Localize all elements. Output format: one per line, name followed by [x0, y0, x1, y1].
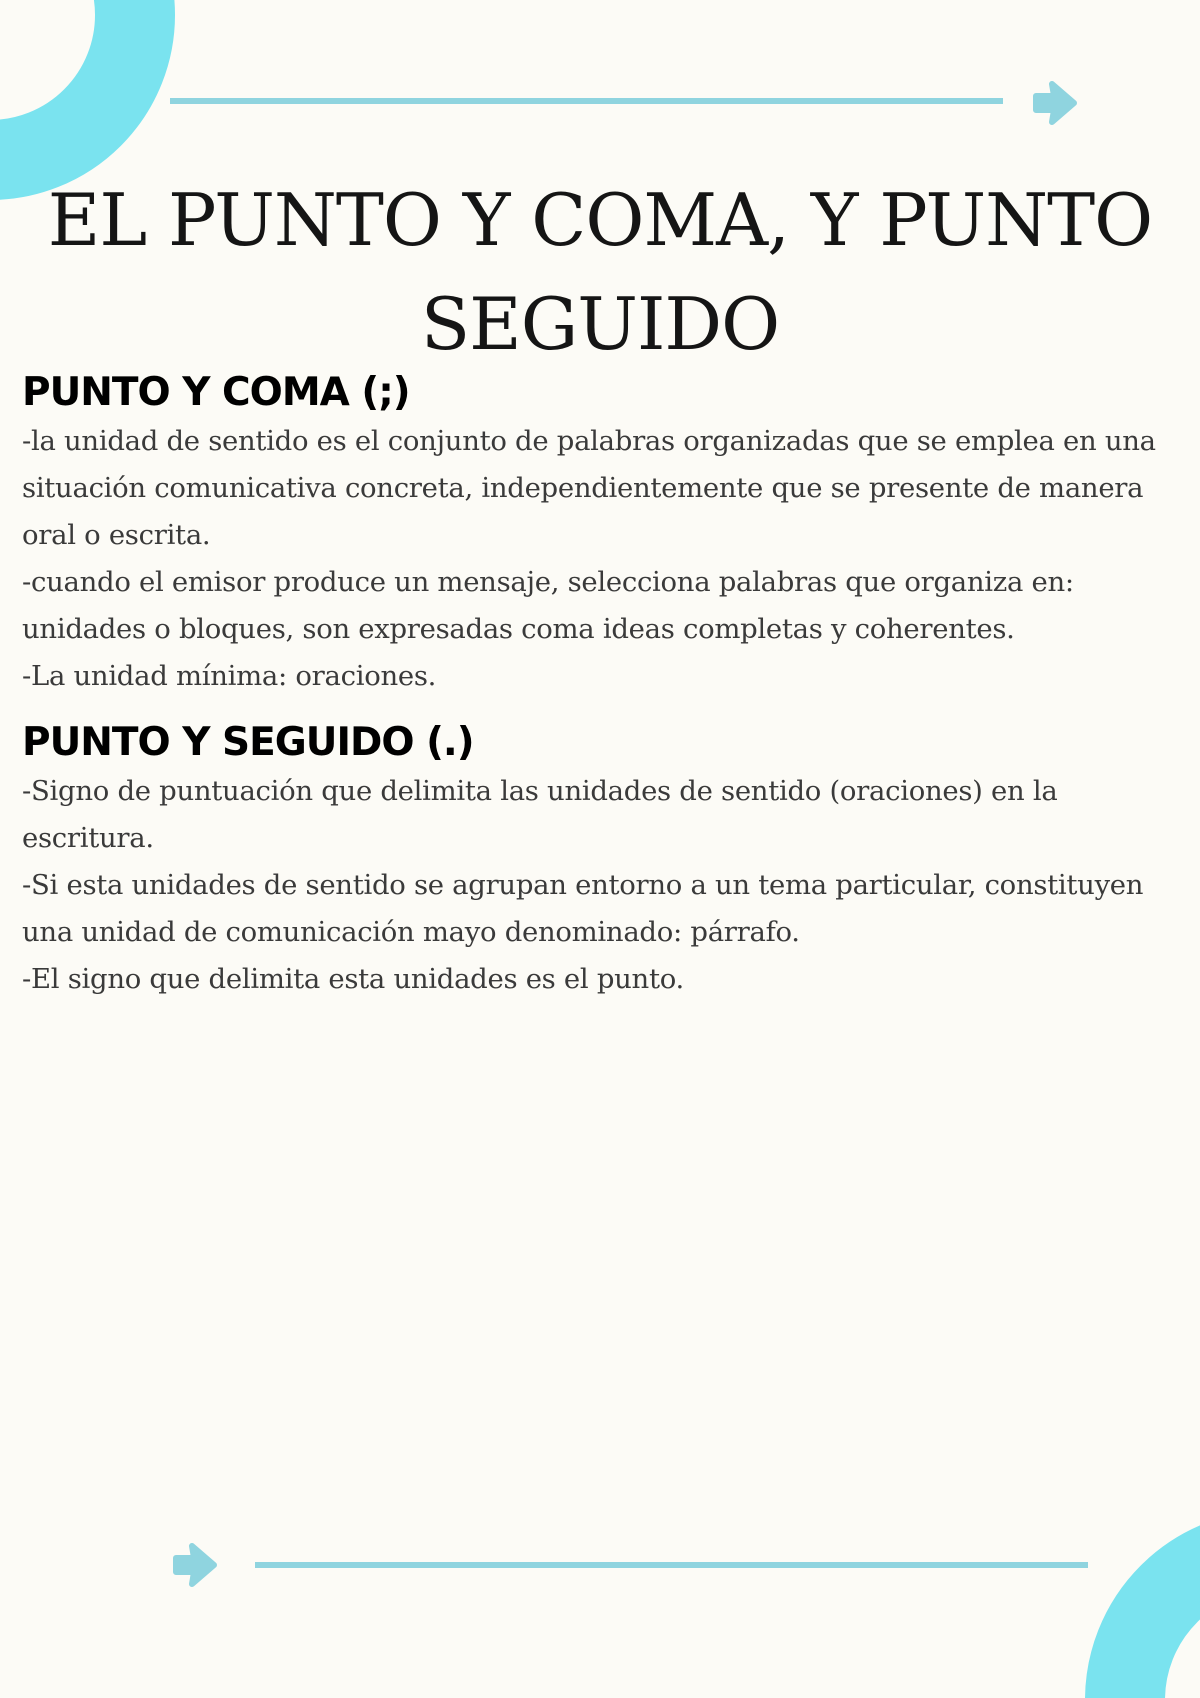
- paragraph: -cuando el emisor produce un mensaje, selecciona palabras que organiza en: unidades o bloques, son expresadas coma ideas completas y coherentes.: [22, 566, 1074, 645]
- paragraph: -La unidad mínima: oraciones.: [22, 660, 437, 692]
- bottom-divider-line: [255, 1560, 1095, 1570]
- paragraph: -la unidad de sentido es el conjunto de palabras organizadas que se emplea en una situación comunicativa concreta, independientemente que se presente de manera oral o escrita.: [22, 425, 1156, 551]
- page-title-line-2: SEGUIDO: [420, 282, 780, 366]
- bottom-right-arc-decoration: [1060, 1440, 1200, 1698]
- bottom-arrow-icon: [170, 1540, 226, 1590]
- paragraph: -El signo que delimita esta unidades es el punto.: [22, 963, 684, 995]
- page-title-line-1: EL PUNTO Y COMA, Y PUNTO: [47, 178, 1153, 262]
- paragraph: -Si esta unidades de sentido se agrupan entorno a un tema particular, constituyen una unidad de comunicación mayo denominado: párrafo.: [22, 869, 1144, 948]
- paragraph: -Signo de puntuación que delimita las unidades de sentido (oraciones) en la escritura.: [22, 775, 1058, 854]
- document-body: [22, 368, 1192, 1003]
- section-heading-punto-y-coma: PUNTO Y COMA (;): [22, 370, 410, 415]
- section-heading-punto-y-seguido: PUNTO Y SEGUIDO (.): [22, 720, 474, 765]
- top-divider-line: [170, 96, 1010, 106]
- top-arrow-icon: [1030, 78, 1086, 128]
- page-title: [0, 168, 1200, 376]
